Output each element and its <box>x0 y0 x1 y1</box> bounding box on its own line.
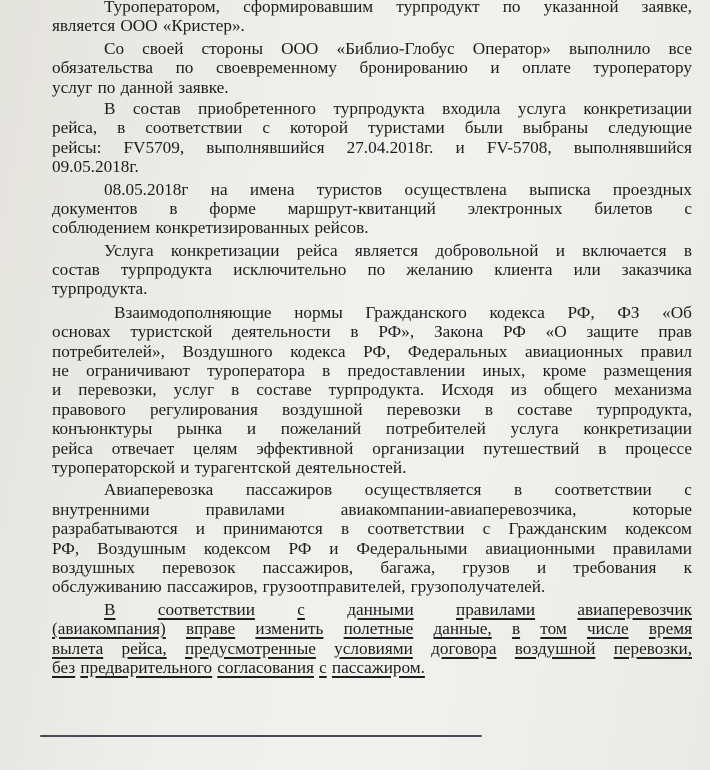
word: деятельности <box>232 322 331 342</box>
word: договора <box>431 638 497 658</box>
word: с <box>684 198 692 218</box>
word: к <box>683 557 692 577</box>
word: иных, <box>482 361 526 381</box>
word: турпродукта, <box>596 399 692 419</box>
word: данной <box>120 77 174 97</box>
word: туристов <box>316 179 383 199</box>
word: потребителей <box>385 419 486 439</box>
word: «Об <box>662 302 692 322</box>
word: основах <box>52 322 111 342</box>
word: потребителей», <box>52 341 165 361</box>
word: общего <box>543 380 598 400</box>
word: соответствии <box>145 118 243 138</box>
word: пассажиров <box>245 480 333 500</box>
word: заявке. <box>178 77 229 97</box>
word: правилами <box>612 538 692 558</box>
word: процессе <box>625 438 692 458</box>
word: предоставлении <box>347 361 466 381</box>
text-line <box>52 480 692 499</box>
text-line <box>52 260 692 279</box>
word: бронированию <box>359 58 468 78</box>
word: следующие <box>608 118 692 138</box>
word: Туроператором, <box>104 0 220 16</box>
word: Воздушного <box>182 341 273 361</box>
paragraph-flight-concretization <box>52 99 692 177</box>
word: Услуга <box>104 240 154 260</box>
word: и <box>329 538 339 558</box>
word: по <box>367 260 386 280</box>
word: с <box>319 657 327 677</box>
word: в <box>169 198 178 218</box>
word: конкретизации <box>170 240 280 260</box>
word: пассажиров, <box>262 557 354 577</box>
word: правилами <box>205 499 285 519</box>
word: конкретизации <box>583 98 692 118</box>
word: РФ, <box>52 538 80 558</box>
text-line <box>52 439 692 458</box>
text-line <box>52 138 692 157</box>
paragraph-gap <box>52 677 692 681</box>
word: туристской <box>130 322 213 342</box>
word: соответствии <box>554 480 652 500</box>
word: Закона <box>433 322 484 342</box>
word: РФ <box>502 322 526 342</box>
word: и <box>536 557 547 577</box>
word: В <box>104 98 116 118</box>
text-line <box>52 400 692 419</box>
word: по <box>175 58 194 78</box>
word: в <box>484 399 493 419</box>
word: правил <box>640 341 692 361</box>
word: выполнявшийся <box>206 137 325 157</box>
word: авиакомпании-авиаперевозчика, <box>340 499 577 519</box>
word: из <box>510 380 527 400</box>
text-line <box>52 519 692 538</box>
word: предварительного <box>80 657 213 677</box>
word: «О <box>545 322 567 342</box>
word: которой <box>289 118 349 138</box>
word: электронных <box>467 198 563 218</box>
word: в <box>598 438 607 458</box>
word: турпродукта <box>120 260 213 280</box>
word: согласования <box>217 657 314 677</box>
word: данными <box>347 599 414 619</box>
word: авиационными <box>485 538 595 558</box>
text-line <box>52 199 692 218</box>
word: конъюнктуры <box>52 419 153 439</box>
word: кодекса <box>489 302 545 322</box>
word: услуга <box>510 419 559 439</box>
paragraph-touroperator <box>52 0 692 36</box>
word: РФ», <box>378 322 415 342</box>
word: кодексом <box>203 538 271 558</box>
word: вправе <box>185 619 236 639</box>
word: 08.05.2018г <box>104 179 189 199</box>
word: Федеральных <box>407 341 508 361</box>
text-line <box>52 539 692 558</box>
word: желанию <box>406 260 474 280</box>
word: рынка <box>177 419 223 439</box>
word: перевозки <box>386 399 461 419</box>
word: в <box>513 480 523 500</box>
word: пассажиров, <box>166 577 258 597</box>
word: и <box>555 240 565 260</box>
word: составе <box>517 399 573 419</box>
word: Оператор» <box>472 38 551 58</box>
word: выполнявшийся <box>573 137 692 157</box>
word: все <box>668 38 692 58</box>
word: время <box>648 619 692 639</box>
word: исключительно <box>233 260 347 280</box>
word: Федеральными <box>356 538 468 558</box>
word: 27.04.2018г. <box>346 137 434 157</box>
word: в <box>683 240 692 260</box>
word: турпродукта. <box>328 380 425 400</box>
word: соответствии <box>367 519 465 539</box>
word: оплате <box>522 58 571 78</box>
word: форме <box>209 198 256 218</box>
word: ограничивают <box>86 361 190 381</box>
word: полетные <box>343 619 414 639</box>
word: организации <box>372 438 465 458</box>
word: в <box>350 322 359 342</box>
word: и <box>455 137 465 157</box>
text-line <box>52 39 692 58</box>
document-body <box>52 0 692 681</box>
word: документов <box>52 198 138 218</box>
word: правилами <box>456 599 536 619</box>
word: эффективной <box>256 438 354 458</box>
word: кодекса <box>290 341 346 361</box>
word: размещения <box>603 361 692 381</box>
word: грузов <box>462 557 510 577</box>
word: является <box>52 16 116 36</box>
word: соблюдением <box>52 218 151 238</box>
word: перевозки, <box>78 380 157 400</box>
word: турпродукта. <box>52 279 148 299</box>
word: «Библио-Глобус <box>336 38 455 58</box>
text-line <box>52 658 692 677</box>
word: турпродукт <box>396 0 480 16</box>
word: том <box>540 619 567 639</box>
word: пассажиром. <box>331 657 425 677</box>
text-line <box>52 0 692 16</box>
word: внутренними <box>52 499 150 519</box>
word: указанной <box>543 0 619 16</box>
text-line <box>52 419 692 438</box>
word: авиационных <box>524 341 624 361</box>
word: которые <box>632 499 692 519</box>
paragraph-ticketing <box>52 180 692 238</box>
text-line <box>52 577 692 596</box>
word: обслуживанию <box>52 577 162 597</box>
word: имена <box>249 179 295 199</box>
text-line <box>52 361 692 380</box>
word: 09.05.2018г. <box>52 157 139 177</box>
word: по <box>97 77 116 97</box>
word: выписка <box>529 179 591 199</box>
handwritten-underline <box>40 735 482 737</box>
word: РФ, <box>567 302 595 322</box>
word: были <box>464 118 503 138</box>
text-line <box>52 279 692 298</box>
word: целям <box>193 438 238 458</box>
word: деятельностей. <box>296 457 407 477</box>
word: не <box>52 361 69 381</box>
word: регулирования <box>149 399 258 419</box>
word: предусмотренные <box>184 638 316 658</box>
word: грузоотправителей, <box>262 577 406 597</box>
word: заказчика <box>621 260 692 280</box>
word: осуществляется <box>364 480 482 500</box>
word: по <box>502 0 521 16</box>
text-line <box>52 458 692 477</box>
word: является <box>354 240 419 260</box>
word: конкретизации <box>583 419 692 439</box>
word: туроператора <box>207 361 305 381</box>
word: разрабатываются <box>52 519 178 539</box>
word: грузополучателей. <box>410 577 546 597</box>
text-line <box>52 78 692 97</box>
word: Авиаперевозка <box>104 480 214 500</box>
word: рейсы: <box>52 137 102 157</box>
word: числе <box>586 619 629 639</box>
word: туроператорской <box>52 457 176 477</box>
word: составе <box>256 380 312 400</box>
word: в <box>322 361 331 381</box>
word: Воздушным <box>97 538 186 558</box>
word: требования <box>573 557 657 577</box>
word: своевременному <box>215 58 337 78</box>
word: осуществлена <box>404 179 507 199</box>
text-line <box>52 99 692 118</box>
word: рейса, <box>121 638 167 658</box>
word: услуга <box>517 98 566 118</box>
paragraph-legal-norms <box>52 303 692 478</box>
word: Исходя <box>441 380 494 400</box>
word: воздушной <box>281 399 363 419</box>
word: рейса <box>296 240 338 260</box>
word: своей <box>142 38 184 58</box>
word: проездных <box>612 179 692 199</box>
paragraph-voluntary-service <box>52 241 692 299</box>
word: ФЗ <box>617 302 640 322</box>
word: приобретенного <box>198 98 317 118</box>
word: FV-5708, <box>486 137 552 157</box>
word: конкретизированных <box>155 218 310 238</box>
word: вылета <box>52 638 104 658</box>
word: маршрут-квитанций <box>287 198 436 218</box>
text-line <box>52 16 692 35</box>
word: в <box>341 519 350 539</box>
word: правового <box>52 399 126 419</box>
word: услуг <box>173 380 215 400</box>
word: без <box>52 657 76 677</box>
word: с <box>482 519 491 539</box>
word: соответствии <box>157 599 255 619</box>
text-line <box>52 558 692 577</box>
word: перевозки, <box>613 638 692 658</box>
word: и <box>490 58 500 78</box>
word: туроператору <box>593 58 692 78</box>
word: и <box>180 457 190 477</box>
word: условиями <box>334 638 413 658</box>
word: кроме <box>542 361 587 381</box>
word: пожеланий <box>280 419 362 439</box>
word: кодексом <box>625 519 692 539</box>
paragraph-air-carriage <box>52 480 692 596</box>
word: Гражданского <box>365 302 467 322</box>
word: отвечает <box>111 438 175 458</box>
word: воздушных <box>52 557 135 577</box>
word: с <box>262 118 270 138</box>
word: путешествий <box>483 438 580 458</box>
word: РФ <box>288 538 312 558</box>
text-line <box>52 58 692 77</box>
word: клиента <box>494 260 553 280</box>
word: входила <box>442 98 501 118</box>
word: выполнило <box>568 38 651 58</box>
word: с <box>297 599 305 619</box>
paragraph-biblio-globus <box>52 39 692 97</box>
word: заявке, <box>641 0 692 16</box>
text-line <box>52 639 692 658</box>
word: ООО <box>120 16 158 36</box>
word: на <box>210 179 228 199</box>
word: Со <box>104 38 125 58</box>
word: ООО <box>281 38 319 58</box>
word: прав <box>658 322 692 342</box>
text-line <box>52 241 692 260</box>
word: билетов <box>594 198 653 218</box>
word: в <box>231 380 240 400</box>
word: стороны <box>201 38 263 58</box>
word: состав <box>132 98 181 118</box>
word: или <box>573 260 601 280</box>
word: в <box>511 619 521 639</box>
word: добровольной <box>435 240 539 260</box>
word: рейса, <box>52 118 98 138</box>
word: состав <box>52 260 100 280</box>
word: багажа, <box>380 557 436 577</box>
word: турпродукта <box>333 98 425 118</box>
text-line <box>52 619 692 638</box>
text-line <box>52 118 692 137</box>
text-line <box>52 342 692 361</box>
word: (авиакомпания) <box>52 619 166 639</box>
word: «Кристер». <box>162 16 245 36</box>
word: Гражданским <box>508 519 608 539</box>
word: рейса <box>52 438 93 458</box>
word: и <box>52 380 62 400</box>
word: турагентской <box>194 457 291 477</box>
word: обязательства <box>52 58 154 78</box>
word: с <box>684 480 692 500</box>
word: воздушной <box>514 638 596 658</box>
text-line <box>52 157 692 176</box>
text-line <box>52 500 692 519</box>
word: РФ, <box>363 341 391 361</box>
word: защите <box>586 322 639 342</box>
word: Взаимодополняющие <box>114 302 272 322</box>
word: принимаются <box>223 519 323 539</box>
word: рейсов. <box>314 218 369 238</box>
word: механизма <box>614 380 692 400</box>
word: нормы <box>294 302 343 322</box>
text-line <box>52 380 692 399</box>
word: и <box>246 419 257 439</box>
word: в <box>117 118 126 138</box>
word: FV5709, <box>123 137 185 157</box>
word: сформировавшим <box>243 0 374 16</box>
word: изменить <box>255 619 324 639</box>
text-line <box>52 303 692 322</box>
word: перевозок <box>162 557 236 577</box>
text-line <box>52 322 692 341</box>
word: В <box>104 599 116 619</box>
word: и <box>195 519 205 539</box>
word: туристами <box>368 118 445 138</box>
paragraph-carrier-rights <box>52 600 692 678</box>
word: услуг <box>52 77 93 97</box>
text-line <box>52 218 692 237</box>
word: авиаперевозчик <box>577 599 692 619</box>
text-line <box>52 180 692 199</box>
word: выбраны <box>522 118 589 138</box>
word: включается <box>582 240 667 260</box>
text-line <box>52 600 692 619</box>
word: данные, <box>433 619 492 639</box>
